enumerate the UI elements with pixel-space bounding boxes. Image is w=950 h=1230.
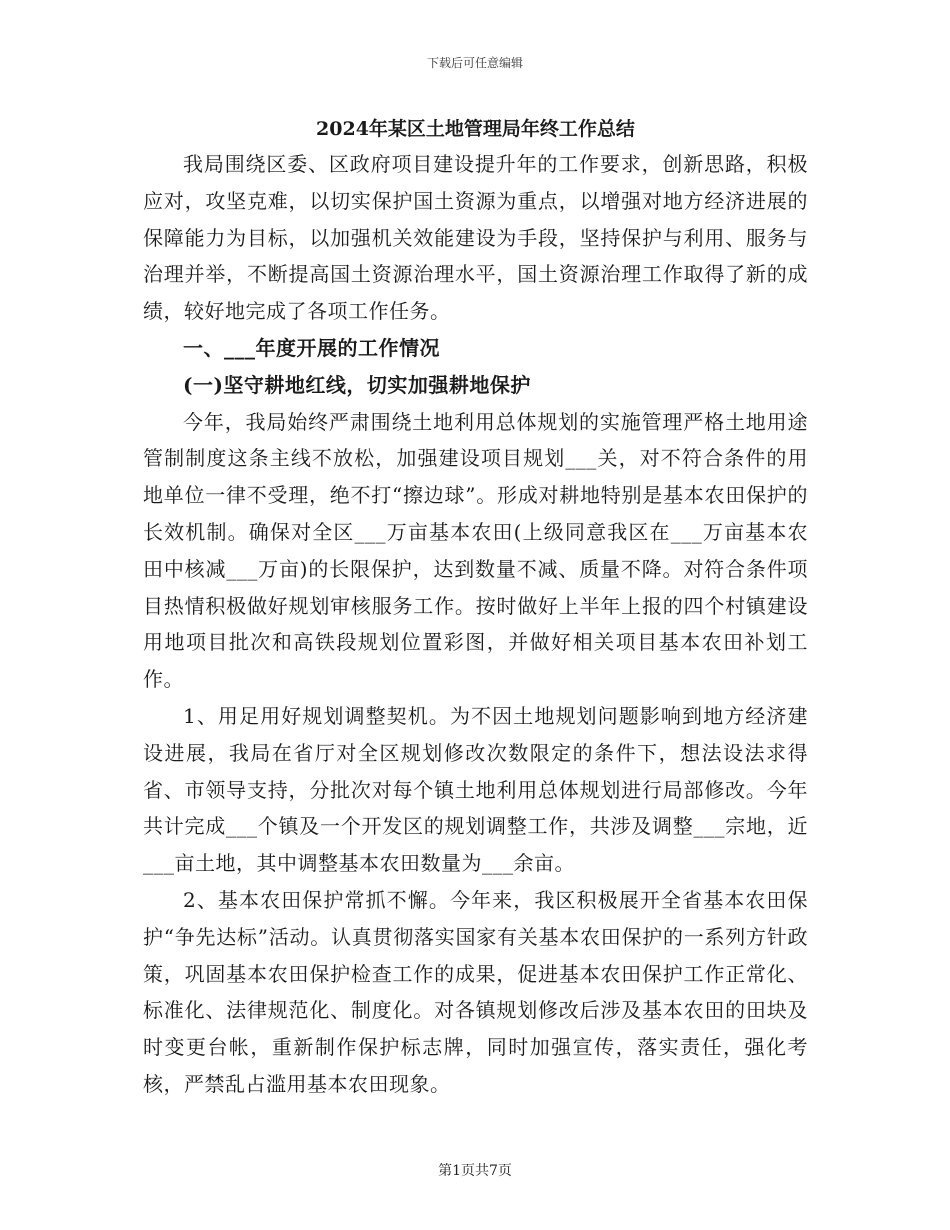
intro-paragraph: 我局围绕区委、区政府项目建设提升年的工作要求，创新思路，积极应对，攻坚克难，以切实保护国土资源为重点，以增强对地方经济进展的保障能力为目标，以加强机关效能建设为手段，坚持保护与利用、服务与治理并举，不断提高国土资源治理水平，国土资源治理工作取得了新的成绩，较好地完成了各项工作任务。 (143, 152, 808, 324)
body-paragraph: 1、用足用好规划调整契机。为不因土地规划问题影响到地方经济建设进展，我局在省厅对全区规划修改次数限定的条件下，想法设法求得省、市领导支持，分批次对每个镇土地利用总体规划进行局部修改。今年共计完成___个镇及一个开发区的规划调整工作，共涉及调整___宗地，近___亩土地，其中调整基本农田数量为___余亩。 (143, 703, 808, 876)
section-heading: 一、___年度开展的工作情况 (183, 335, 440, 360)
body-paragraph: 2、基本农田保护常抓不懈。今年来，我区积极展开全省基本农田保护“争先达标”活动。认真贯彻落实国家有关基本农田保护的一系列方针政策，巩固基本农田保护检查工作的成果，促进基本农田保护工作正常化、标准化、法律规范化、制度化。对各镇规划修改后涉及基本农田的田块及时变更台帐，重新制作保护标志牌，同时加强宣传，落实责任，强化考核，严禁乱占滥用基本农田现象。 (143, 887, 808, 1096)
body-paragraph: 今年，我局始终严肃围绕土地利用总体规划的实施管理严格土地用途管制制度这条主线不放松，加强建设项目规划___关，对不符合条件的用地单位一律不受理，绝不打“擦边球”。形成对耕地特别是基本农田保护的长效机制。确保对全区___万亩基本农田(上级同意我区在___万亩基本农田中核减___万亩)的长限保护，达到数量不减、质量不降。对符合条件项目热情积极做好规划审核服务工作。按时做好上半年上报的四个村镇建设用地项目批次和高铁段规划位置彩图，并做好相关项目基本农田补划工作。 (143, 409, 808, 692)
page-footer: 第1页共7页 (438, 1163, 512, 1179)
document-title: 2024年某区土地管理局年终工作总结 (316, 118, 635, 140)
page-header-note: 下载后可任意编辑 (426, 56, 523, 70)
subsection-heading: (一)坚守耕地红线，切实加强耕地保护 (183, 372, 531, 397)
document-body (143, 112, 808, 1103)
